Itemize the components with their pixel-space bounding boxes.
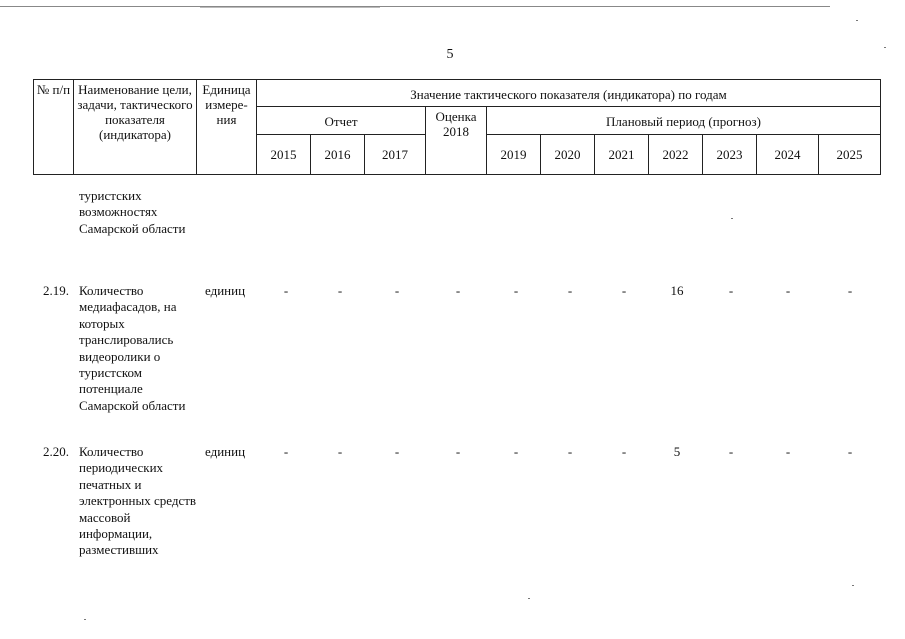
header-plan: Плановый период (прогноз) — [487, 107, 881, 135]
year-cell: 2022 — [649, 135, 703, 175]
header-unit: Единица измере-ния — [197, 80, 257, 175]
scan-speck — [84, 619, 86, 620]
value-2020: - — [567, 283, 573, 298]
year-cell: 2016 — [311, 135, 365, 175]
header-report: Отчет — [257, 107, 426, 135]
row-unit: единиц — [205, 444, 246, 459]
header-values: Значение тактического показателя (индикатора) по годам — [257, 80, 881, 107]
year-cell: 2015 — [257, 135, 311, 175]
value-2025: - — [847, 283, 853, 298]
value-2017: - — [394, 444, 400, 459]
row-unit: единиц — [205, 283, 246, 298]
value-2023: - — [728, 444, 734, 459]
scan-speck — [884, 47, 886, 48]
value-2018: - — [455, 444, 461, 459]
value-2017: - — [394, 283, 400, 298]
value-2018: - — [455, 283, 461, 298]
value-2025: - — [847, 444, 853, 459]
row-name: Количество периодических печатных и электронных средств массовой информации, разместивших — [79, 444, 197, 558]
value-2019: - — [513, 283, 519, 298]
header-name: Наименование цели, задачи, тактического показателя (индикатора) — [74, 80, 197, 175]
row-number: 2.20. — [43, 444, 69, 459]
page-number: 5 — [446, 47, 454, 62]
value-2019: - — [513, 444, 519, 459]
value-2020: - — [567, 444, 573, 459]
header-grid — [33, 79, 881, 175]
scan-speck — [856, 20, 858, 21]
year-cell: 2021 — [595, 135, 649, 175]
table-header — [33, 79, 881, 175]
year-cell: 2017 — [365, 135, 426, 175]
value-2021: - — [621, 444, 627, 459]
year-cell: 2023 — [703, 135, 757, 175]
header-estimate: Оценка 2018 — [426, 107, 487, 175]
value-2015: - — [283, 444, 289, 459]
value-2015: - — [283, 283, 289, 298]
year-cell: 2024 — [757, 135, 819, 175]
value-2016: - — [337, 283, 343, 298]
scan-speck — [528, 598, 530, 599]
row-number: 2.19. — [43, 283, 69, 298]
year-cell: 2025 — [819, 135, 881, 175]
row-name: туристских возможностях Самарской области — [79, 188, 186, 236]
year-cell: 2019 — [487, 135, 541, 175]
value-2024: - — [785, 283, 791, 298]
scan-speck — [731, 218, 733, 219]
year-cell: 2020 — [541, 135, 595, 175]
value-2022: 16 — [670, 283, 684, 298]
value-2016: - — [337, 444, 343, 459]
scan-speck — [852, 585, 854, 586]
scan-edge-line — [0, 6, 830, 7]
value-2021: - — [621, 283, 627, 298]
value-2022: 5 — [673, 444, 681, 459]
header-num: № п/п — [34, 80, 74, 175]
value-2023: - — [728, 283, 734, 298]
scan-edge-line — [200, 7, 380, 8]
value-2024: - — [785, 444, 791, 459]
row-name: Количество медиафасадов, на которых транслировались видеоролики о туристском потенциале Самарской области — [79, 283, 186, 413]
